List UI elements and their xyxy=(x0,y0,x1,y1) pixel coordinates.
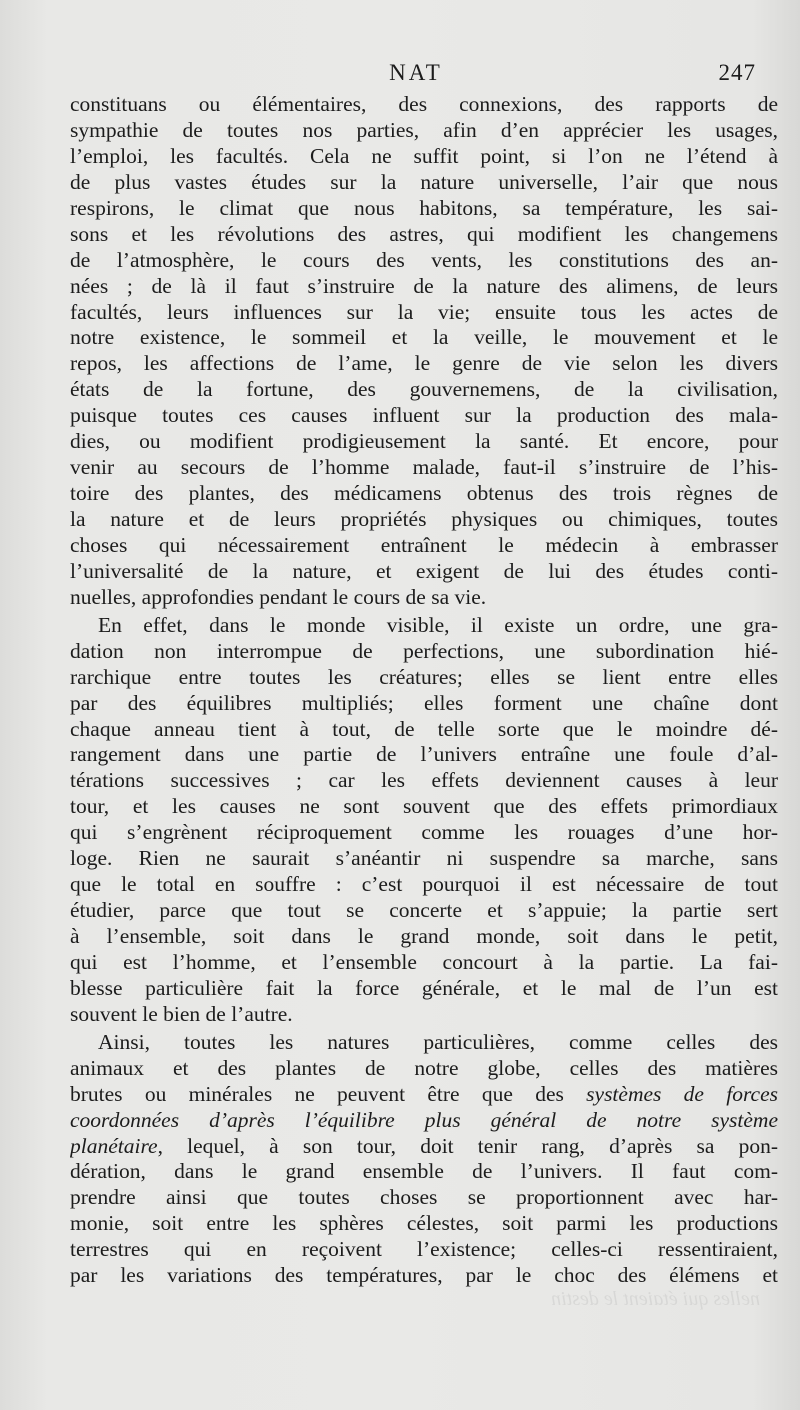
text-line: à l’ensemble, soit dans le grand monde, soit dans le petit, xyxy=(70,924,778,948)
text-line: toire des plantes, des médicamens obtenus des trois règnes de xyxy=(70,481,778,506)
text-line: terrestres qui en reçoivent l’existence; celles-ci ressentiraient, xyxy=(70,1237,778,1262)
text-line: puisque toutes ces causes influent sur la production des mala- xyxy=(70,403,778,428)
text-line: souvent le bien de l’autre. xyxy=(70,1001,293,1026)
text-line: planétaire, lequel, à son tour, doit tenir rang, d’après sa pon- xyxy=(70,1133,778,1158)
text-line: loge. Rien ne saurait s’anéantir ni suspendre sa marche, sans xyxy=(70,846,778,871)
text-line: états de la fortune, des gouvernemens, de la civilisation, xyxy=(70,377,778,402)
text-line: coordonnées d’après l’équilibre plus général de notre système xyxy=(70,1107,778,1132)
text-line: venir au secours de l’homme malade, faut-il s’instruire de l’his- xyxy=(70,455,778,480)
text-line: nuelles, approfondies pendant le cours de sa vie. xyxy=(70,584,487,609)
text-line: étudier, parce que tout se concerte et s’appuie; la partie sert xyxy=(70,898,778,923)
text-line: constituans ou élémentaires, des connexions, des rapports de xyxy=(70,92,778,116)
text-line: l’emploi, les facultés. Cela ne suffit point, si l’on ne l’étend à xyxy=(70,143,778,168)
show-through-text: nelles qui étaient le destin xyxy=(551,1288,760,1310)
paragraph-2 xyxy=(70,613,778,1028)
paragraph-1 xyxy=(70,92,778,611)
text-line: dation non interrompue de perfections, une subordination hié- xyxy=(70,638,778,663)
text-line: par les variations des températures, par le choc des élémens et xyxy=(70,1263,778,1288)
text-line: sons et les révolutions des astres, qui modifient les changemens xyxy=(70,221,778,246)
text-line: rarchique entre toutes les créatures; elles se lient entre elles xyxy=(70,664,778,689)
text-line: repos, les affections de l’ame, le genre de vie selon les divers xyxy=(70,351,778,376)
text-line: sympathie de toutes nos parties, afin d’en apprécier les usages, xyxy=(70,117,778,142)
text-line: Ainsi, toutes les natures particulières, comme celles des xyxy=(98,1029,778,1054)
text-line: dération, dans le grand ensemble de l’univers. Il faut com- xyxy=(70,1159,778,1184)
text-line: qui est l’homme, et l’ensemble concourt à la partie. La fai- xyxy=(70,949,778,974)
text-line: choses qui nécessairement entraînent le médecin à embrasser xyxy=(70,532,778,557)
text-line: térations successives ; car les effets deviennent causes à leur xyxy=(70,768,778,793)
text-line: respirons, le climat que nous habitons, sa température, les sai- xyxy=(70,195,778,220)
running-head xyxy=(72,60,760,90)
text-line: animaux et des plantes de notre globe, celles des matières xyxy=(70,1055,778,1080)
text-line: l’universalité de la nature, et exigent de lui des études conti- xyxy=(70,558,778,583)
text-line: facultés, leurs influences sur la vie; ensuite tous les actes de xyxy=(70,299,778,324)
body-text xyxy=(70,92,778,1289)
text-line: prendre ainsi que toutes choses se proportionnent avec har- xyxy=(70,1185,778,1210)
text-line: notre existence, le sommeil et la veille, le mouvement et le xyxy=(70,325,778,350)
text-line: brutes ou minérales ne peuvent être que des systèmes de forces xyxy=(70,1081,778,1106)
text-line: rangement dans une partie de l’univers entraîne une foule d’al- xyxy=(70,742,778,767)
text-line: En effet, dans le monde visible, il existe un ordre, une gra- xyxy=(98,612,778,637)
italic-segment: planétaire xyxy=(70,1133,158,1158)
text-line: la nature et de leurs propriétés physiques ou chimiques, toutes xyxy=(70,507,778,531)
text-line: que le total en souffre : c’est pourquoi il est nécessaire de tout xyxy=(70,872,778,897)
italic-segment: systèmes de forces xyxy=(586,1081,778,1106)
text-line: tour, et les causes ne sont souvent que des effets primordiaux xyxy=(70,794,778,819)
page-number: 247 xyxy=(718,60,756,85)
paragraph-3 xyxy=(70,1030,778,1289)
text-line: dies, ou modifient prodigieusement la santé. Et encore, pour xyxy=(70,429,778,454)
text-line: chaque anneau tient à tout, de telle sorte que le moindre dé- xyxy=(70,716,778,741)
running-title: NAT xyxy=(389,60,443,85)
text-line: de plus vastes études sur la nature universelle, l’air que nous xyxy=(70,169,778,194)
text-line: nées ; de là il faut s’instruire de la nature des alimens, de leurs xyxy=(70,273,778,298)
text-line: blesse particulière fait la force générale, et le mal de l’un est xyxy=(70,975,778,1000)
text-line: de l’atmosphère, le cours des vents, les constitutions des an- xyxy=(70,247,778,272)
text-line: par des équilibres multipliés; elles forment une chaîne dont xyxy=(70,690,778,715)
text-line: qui s’engrènent réciproquement comme les rouages d’une hor- xyxy=(70,820,778,845)
text-line: monie, soit entre les sphères célestes, soit parmi les productions xyxy=(70,1211,778,1236)
